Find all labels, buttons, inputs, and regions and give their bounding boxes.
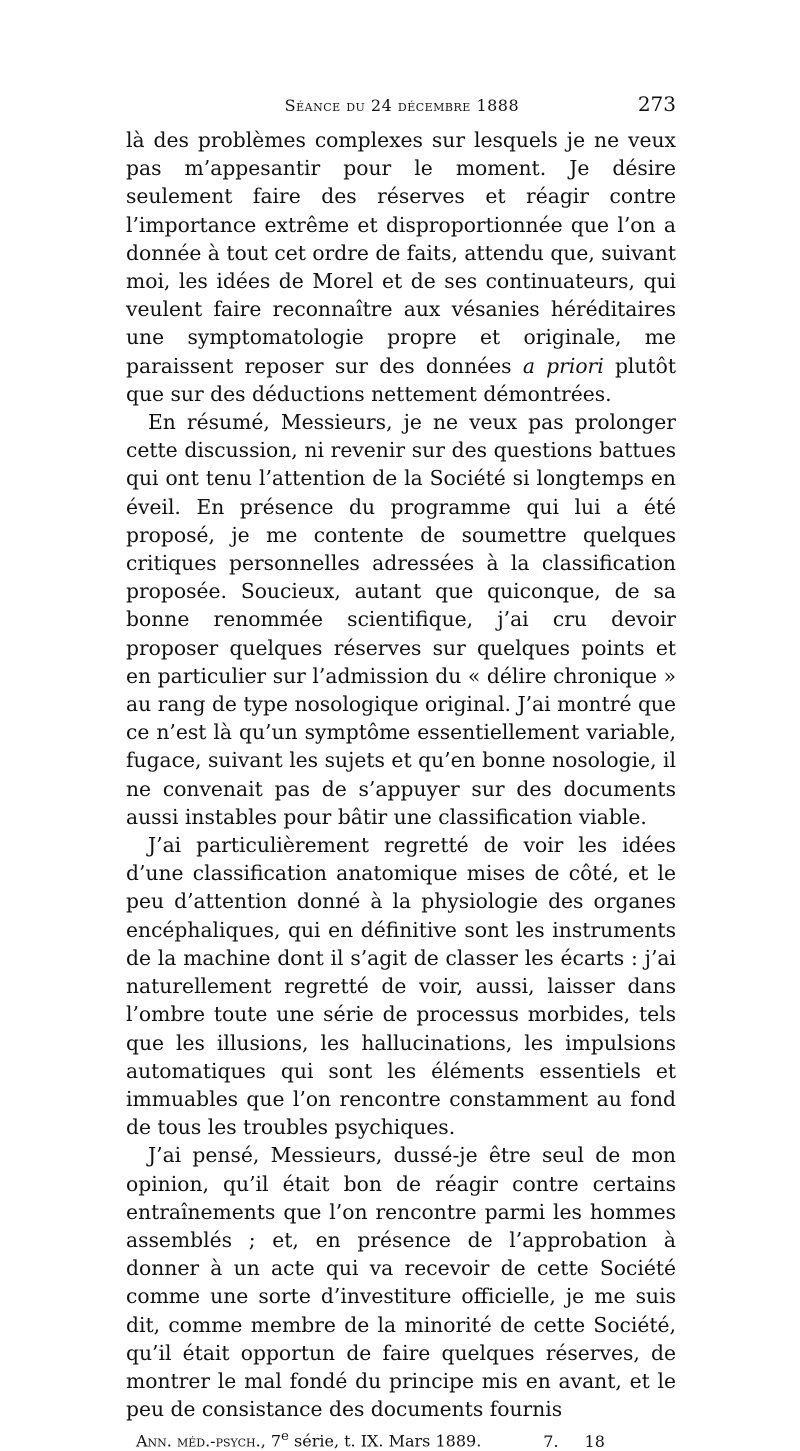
paragraph-1 — [126, 126, 676, 408]
footer-series-sup: e — [281, 1429, 289, 1445]
footer-journal: Ann. méd.-psych., 7e série, t. IX. Mars 1889. — [136, 1429, 482, 1451]
header-title-year: 1888 — [476, 96, 520, 115]
header-title-month: décembre — [397, 96, 471, 115]
paragraph-4: J’ai pensé, Messieurs, dussé-je être seul de mon opinion, qu’il était bon de réagir contre certains entraînements que l’on rencontre parmi les hommes assemblés ; et, en présence de l’approbation à donner à un acte qui va recevoir de cette Société comme une sorte d’investiture officielle, je me suis dit, comme membre de la minorité de cette Société, qu’il était opportun de faire quelques réserves, de montrer le mal fondé du principe mis en avant, et le peu de consistance des documents fournis — [126, 1143, 676, 1422]
paragraph-1-text: là des problèmes complexes sur lesquels je ne veux pas m’appesantir pour le moment. Je désire seulement faire des réserves et réagir contre l’importance extrême et disproportionnée que l’on a donnée à tout cet ordre de faits, attendu que, suivant moi, les idées de Morel et de ses continuateurs, qui veulent faire reconnaître aux vésanies héréditaires une symptomatologie propre et originale, me paraissent reposer sur des données — [126, 128, 676, 378]
paragraph-2: En résumé, Messieurs, je ne veux pas prolonger cette discussion, ni revenir sur des questions battues qui ont tenu l’attention de la Société si longtemps en éveil. En présence du programme qui lui a été proposé, je me contente de soumettre quelques critiques personnelles adressées à la classification proposée. Soucieux, autant que quiconque, de sa bonne renommée scientifique, j’ai cru devoir proposer quelques réserves sur quelques points et en particulier sur l’admission du « délire chronique » au rang de type nosologique original. J’ai montré que ce n’est là qu’un symptôme essentiellement variable, fugace, suivant les sujets et qu’en bonne nosologie, il ne convenait pas de s’appuyer sur des documents aussi instables pour bâtir une classification viable. — [126, 410, 676, 829]
header-title — [126, 96, 638, 115]
footer-series-rest: série, t. IX. Mars 1889. — [294, 1431, 482, 1451]
footer-journal-title: Ann. méd.-psych. — [136, 1431, 261, 1451]
paragraph-3: J’ai particulièrement regretté de voir les idées d’une classification anatomique mises de côté, et le peu d’attention donné à la physiologie des organes encéphaliques, qui en définitive sont les instruments de la machine dont il s’agit de classer les écarts : j’ai naturellement regretté de voir, aussi, laisser dans l’ombre toute une série de processus morbides, tels que les illusions, les hallucinations, les impulsions automatiques qui sont les éléments essentiels et immuables que l’on rencontre constamment au fond de tous les troubles psychiques. — [126, 833, 676, 1140]
page — [126, 92, 676, 1451]
header-title-day: 24 — [370, 96, 393, 115]
body-text — [126, 126, 676, 1423]
running-header — [126, 92, 676, 118]
footer-signature: 7. — [543, 1431, 559, 1451]
paragraph-1-italic: a priori — [522, 353, 604, 378]
footer-signature-line — [126, 1429, 676, 1450]
footer-series-num: 7 — [270, 1431, 282, 1451]
header-title-prefix: Séance du — [284, 96, 366, 115]
paragraph-1-text-after: plutôt que sur des déductions nettement démontrées. — [126, 353, 676, 406]
page-number: 273 — [637, 92, 676, 116]
footer-signature-number: 18 — [584, 1431, 605, 1451]
